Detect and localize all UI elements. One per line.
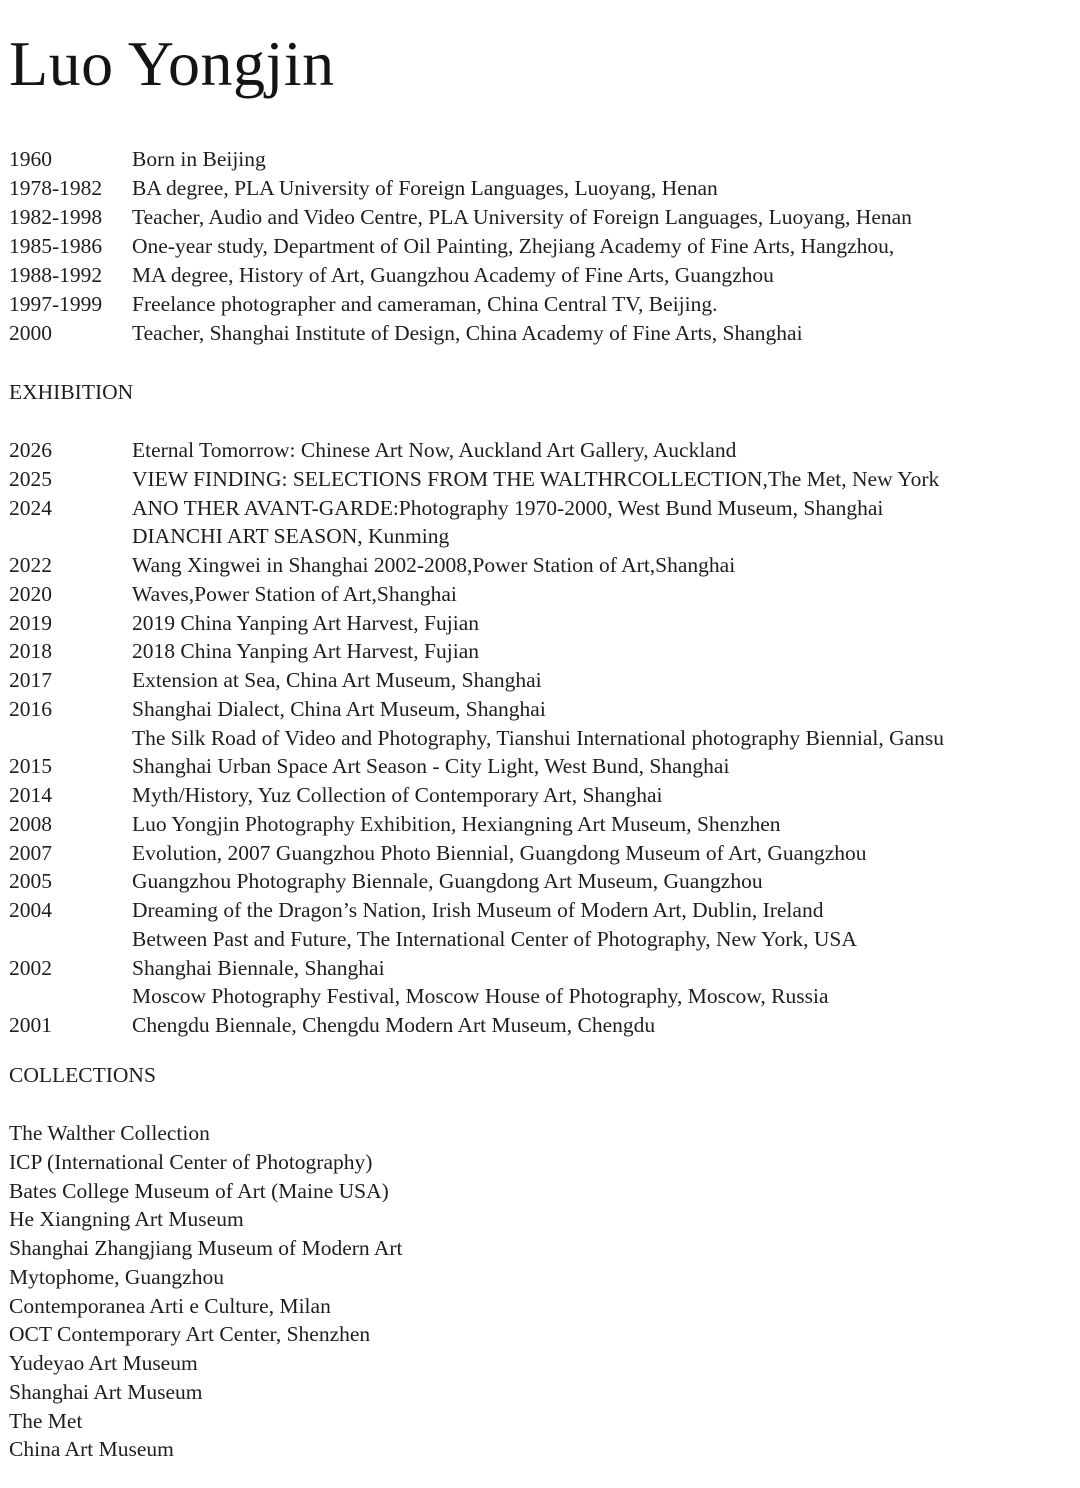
- exhibition-row: [9, 551, 1077, 580]
- exhibition-year: 2002: [9, 955, 52, 980]
- exhibition-row: [9, 494, 1077, 523]
- collection-item: China Art Museum: [9, 1437, 174, 1462]
- exhibition-text: Between Past and Future, The International Center of Photography, New York, USA: [132, 926, 857, 951]
- exhibition-row: [9, 925, 1077, 954]
- exhibition-year: 2020: [9, 581, 52, 606]
- exhibition-year: 2008: [9, 811, 52, 836]
- collections-heading: COLLECTIONS: [9, 1063, 156, 1087]
- bio-row: [9, 174, 1074, 203]
- exhibition-row: [9, 724, 1077, 753]
- collection-item: Shanghai Zhangjiang Museum of Modern Art: [9, 1236, 403, 1260]
- exhibition-text: Wang Xingwei in Shanghai 2002-2008,Power Station of Art,Shanghai: [132, 553, 736, 577]
- exhibition-row: [9, 637, 1077, 666]
- exhibition-year: 2019: [9, 610, 52, 635]
- collection-item: Mytophome, Guangzhou: [9, 1264, 224, 1289]
- exhibition-year: [9, 724, 132, 753]
- collection-item: OCT Contemporary Art Center, Shenzhen: [9, 1322, 371, 1347]
- exhibition-text: Waves,Power Station of Art,Shanghai: [132, 581, 457, 606]
- exhibition-year: 2007: [9, 840, 52, 865]
- bio-row: [9, 319, 1074, 348]
- exhibition-text: DIANCHI ART SEASON, Kunming: [132, 524, 450, 549]
- exhibition-text: Moscow Photography Festival, Moscow House of Photography, Moscow, Russia: [132, 984, 829, 1009]
- exhibition-text: Extension at Sea, China Art Museum, Shanghai: [132, 668, 542, 692]
- exhibition-list: [9, 436, 1077, 1040]
- exhibition-year: 2022: [9, 553, 52, 577]
- collection-item: Contemporanea Arti e Culture, Milan: [9, 1293, 331, 1318]
- exhibition-row: [9, 666, 1077, 695]
- exhibition-text: Evolution, 2007 Guangzhou Photo Biennial, Guangdong Museum of Art, Guangzhou: [132, 840, 867, 865]
- collection-item: He Xiangning Art Museum: [9, 1207, 244, 1232]
- exhibition-text: 2018 China Yanping Art Harvest, Fujian: [132, 639, 479, 664]
- collection-item: Yudeyao Art Museum: [9, 1351, 198, 1375]
- bio-row: [9, 203, 1074, 232]
- exhibition-year: 2014: [9, 783, 52, 807]
- exhibition-year: 2005: [9, 869, 52, 894]
- bio-year: 1988-1992: [9, 263, 103, 287]
- exhibition-row: [9, 609, 1077, 638]
- exhibition-year: [9, 982, 132, 1011]
- bio-year: 1960: [9, 147, 52, 171]
- bio-text: One-year study, Department of Oil Painting, Zhejiang Academy of Fine Arts, Hangzhou,: [132, 234, 895, 258]
- exhibition-row: [9, 1011, 1077, 1040]
- exhibition-year: 2018: [9, 639, 52, 664]
- bio-year: 1982-1998: [9, 205, 103, 229]
- exhibition-year: 2004: [9, 898, 52, 922]
- bio-text: Freelance photographer and cameraman, China Central TV, Beijing.: [132, 292, 718, 316]
- exhibition-text: The Silk Road of Video and Photography, Tianshui International photography Biennial, Gansu: [132, 725, 945, 750]
- exhibition-row: [9, 896, 1077, 925]
- collection-item: The Met: [9, 1408, 83, 1433]
- exhibition-text: Luo Yongjin Photography Exhibition, Hexiangning Art Museum, Shenzhen: [132, 811, 781, 836]
- exhibition-text: Guangzhou Photography Biennale, Guangdong Art Museum, Guangzhou: [132, 869, 763, 894]
- exhibition-text: Shanghai Biennale, Shanghai: [132, 955, 385, 980]
- exhibition-text: Chengdu Biennale, Chengdu Modern Art Museum, Chengdu: [132, 1013, 656, 1037]
- exhibition-year: 2017: [9, 668, 52, 692]
- exhibition-text: Shanghai Dialect, China Art Museum, Shanghai: [132, 696, 546, 721]
- exhibition-row: [9, 436, 1077, 465]
- bio-year: 2000: [9, 321, 52, 345]
- exhibition-year: 2001: [9, 1013, 52, 1037]
- collection-item: Bates College Museum of Art (Maine USA): [9, 1178, 389, 1203]
- page-title: Luo Yongjin: [9, 28, 335, 99]
- bio-year: 1978-1982: [9, 176, 103, 200]
- exhibition-year: [9, 522, 132, 551]
- bio-text: Teacher, Audio and Video Centre, PLA University of Foreign Languages, Luoyang, Henan: [132, 205, 912, 229]
- exhibition-year: [9, 925, 132, 954]
- bio-year: 1997-1999: [9, 292, 103, 316]
- exhibition-text: VIEW FINDING: SELECTIONS FROM THE WALTHRCOLLECTION,The Met, New York: [132, 466, 940, 491]
- exhibition-row: [9, 810, 1077, 839]
- exhibition-row: [9, 781, 1077, 810]
- exhibition-text: Eternal Tomorrow: Chinese Art Now, Auckland Art Gallery, Auckland: [132, 438, 737, 462]
- collection-item: ICP (International Center of Photography): [9, 1149, 373, 1174]
- exhibition-year: 2024: [9, 495, 52, 520]
- bio-row: [9, 232, 1074, 261]
- bio-row: [9, 145, 1074, 174]
- collection-item: The Walther Collection: [9, 1121, 210, 1145]
- exhibition-year: 2026: [9, 438, 52, 462]
- biography-list: [9, 145, 1074, 348]
- bio-row: [9, 261, 1074, 290]
- exhibition-text: Myth/History, Yuz Collection of Contemporary Art, Shanghai: [132, 783, 663, 807]
- exhibition-row: [9, 695, 1077, 724]
- exhibition-row: [9, 954, 1077, 983]
- exhibition-row: [9, 580, 1077, 609]
- exhibition-row: [9, 752, 1077, 781]
- exhibition-row: [9, 839, 1077, 868]
- bio-text: Teacher, Shanghai Institute of Design, China Academy of Fine Arts, Shanghai: [132, 321, 803, 345]
- exhibition-row: [9, 465, 1077, 494]
- bio-text: BA degree, PLA University of Foreign Languages, Luoyang, Henan: [132, 176, 718, 200]
- bio-text: MA degree, History of Art, Guangzhou Academy of Fine Arts, Guangzhou: [132, 263, 774, 287]
- exhibition-text: Dreaming of the Dragon’s Nation, Irish Museum of Modern Art, Dublin, Ireland: [132, 898, 824, 922]
- bio-text: Born in Beijing: [132, 147, 266, 171]
- bio-year: 1985-1986: [9, 234, 103, 258]
- exhibition-year: 2025: [9, 466, 52, 491]
- exhibition-year: 2015: [9, 754, 52, 779]
- bio-row: [9, 290, 1074, 319]
- exhibition-heading: EXHIBITION: [9, 380, 134, 404]
- exhibition-text: 2019 China Yanping Art Harvest, Fujian: [132, 610, 479, 635]
- collection-item: Shanghai Art Museum: [9, 1379, 203, 1404]
- exhibition-row: [9, 522, 1077, 551]
- collections-list: [9, 1119, 809, 1464]
- exhibition-row: [9, 867, 1077, 896]
- exhibition-text: Shanghai Urban Space Art Season - City Light, West Bund, Shanghai: [132, 754, 730, 779]
- exhibition-year: 2016: [9, 696, 52, 721]
- exhibition-row: [9, 982, 1077, 1011]
- exhibition-text: ANO THER AVANT-GARDE:Photography 1970-2000, West Bund Museum, Shanghai: [132, 495, 884, 520]
